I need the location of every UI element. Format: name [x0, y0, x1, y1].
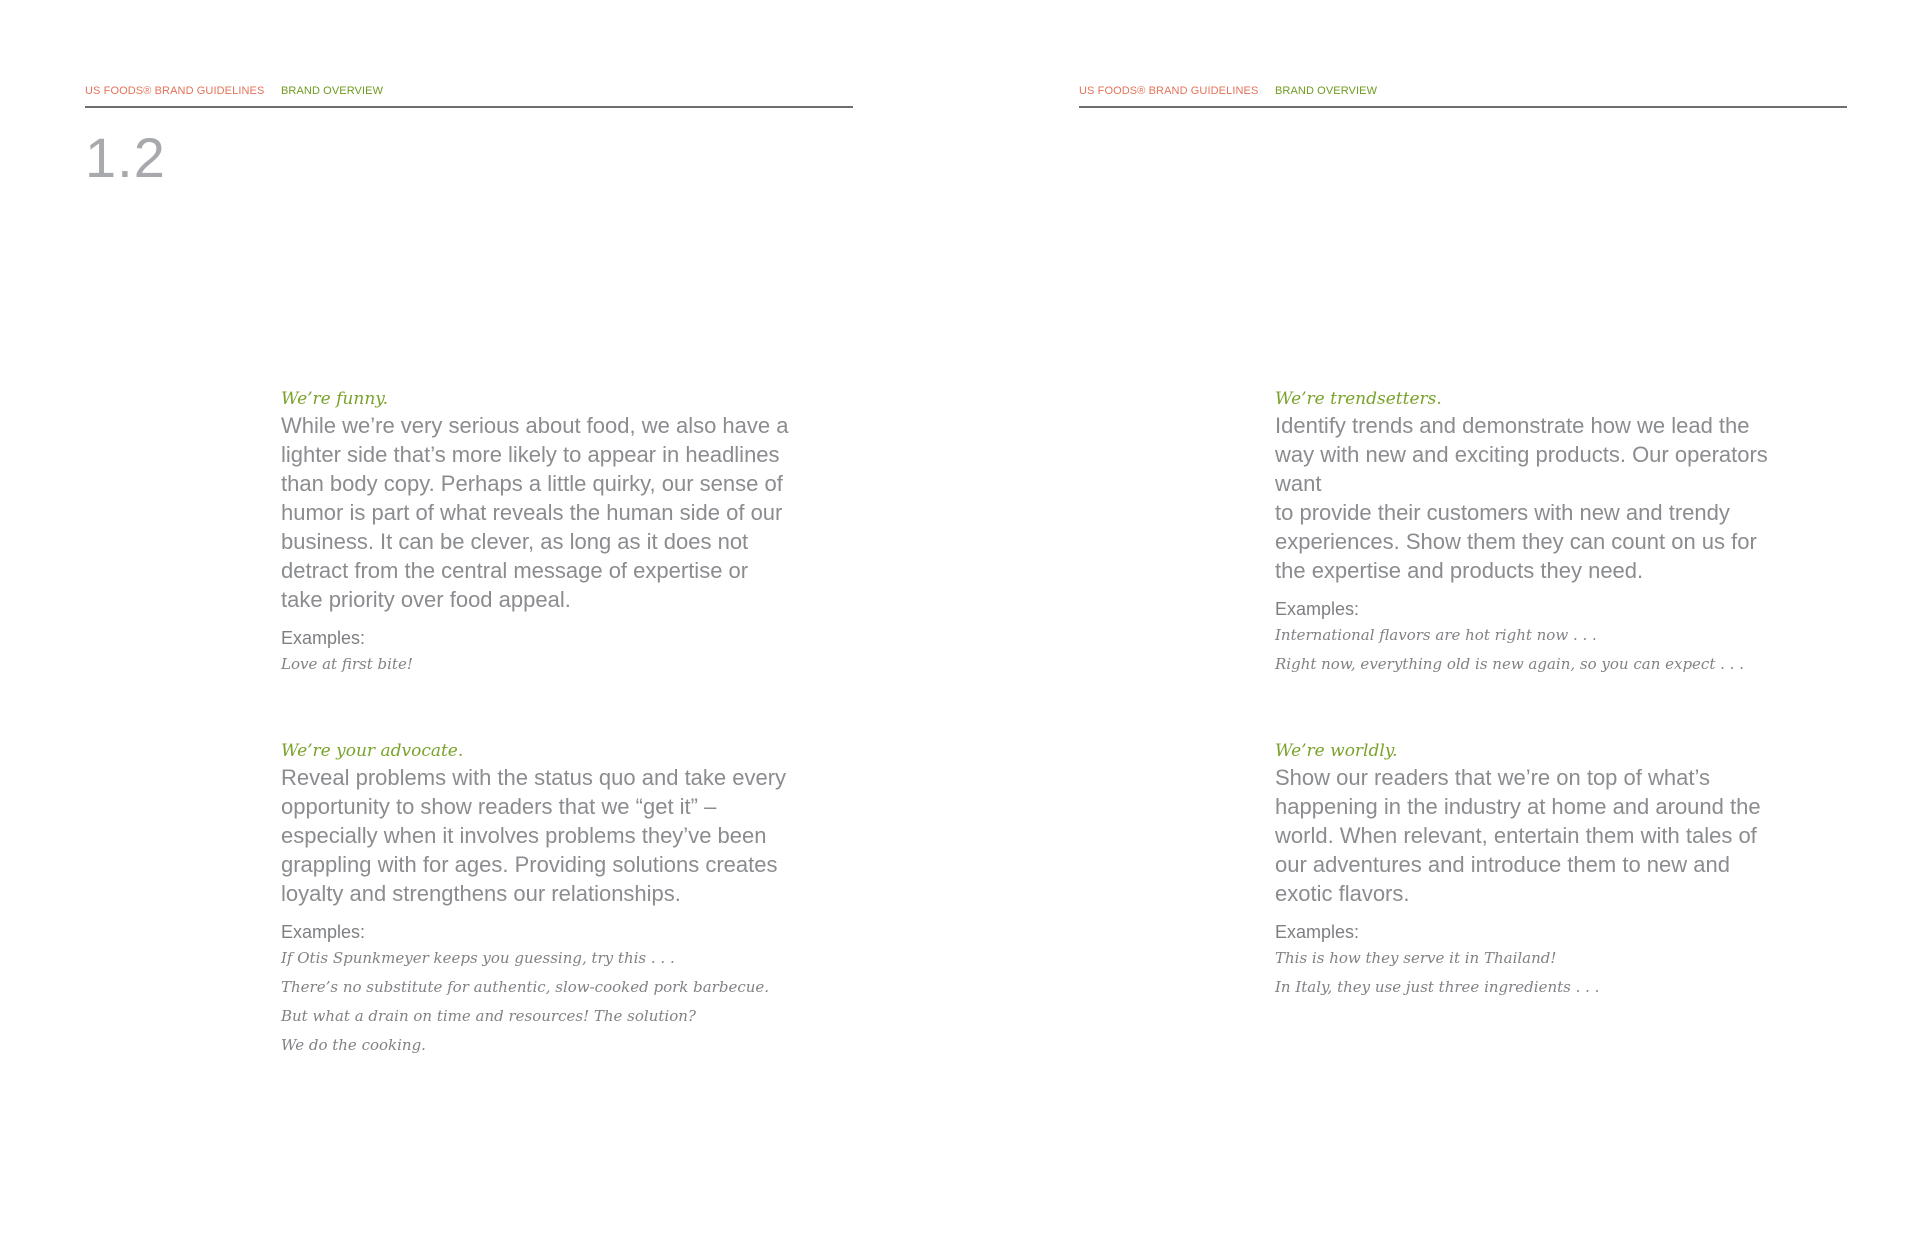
example-line: International flavors are hot right now . . . [1275, 626, 1597, 644]
page-header [1079, 84, 1847, 108]
block-body: While we’re very serious about food, we also have a lighter side that’s more likely to appear in headlines than body copy. Perhaps a little quirky, our sense of humor is part of what reveals the human side of our business. It can be clever, as long as it does not detract from the central message of expertise or take priority over food appeal. [281, 413, 789, 612]
block-body: Show our readers that we’re on top of what’s happening in the industry at home and around the world. When relevant, entertain them with tales of our adventures and introduce them to new and exotic flavors. [1275, 765, 1761, 906]
examples-label: Examples: [281, 922, 366, 942]
example-line: Right now, everything old is new again, so you can expect . . . [1275, 655, 1744, 673]
example-line: But what a drain on time and resources! The solution? [281, 1007, 696, 1025]
block-worldly [1275, 739, 1795, 1002]
example-line: If Otis Spunkmeyer keeps you guessing, try this . . . [281, 949, 675, 967]
examples-label: Examples: [281, 628, 366, 648]
page-header [85, 84, 853, 108]
header-section-label: BRAND OVERVIEW [1275, 85, 1378, 97]
right-page [960, 0, 1920, 1242]
block-funny [281, 387, 801, 679]
block-trendsetters [1275, 387, 1795, 679]
examples-label: Examples: [1275, 922, 1360, 942]
examples-label: Examples: [1275, 599, 1360, 619]
block-title: We’re worldly. [1275, 741, 1398, 761]
header-section-label: BRAND OVERVIEW [281, 85, 384, 97]
block-advocate [281, 739, 801, 1060]
block-body: Identify trends and demonstrate how we lead the way with new and exciting products. Our operators want to provide their customers with new and trendy experiences. Show them they can count on us for the expertise and products they need. [1275, 413, 1768, 583]
block-title: We’re trendsetters. [1275, 389, 1442, 409]
block-title: We’re funny. [281, 389, 389, 409]
block-body: Reveal problems with the status quo and take every opportunity to show readers that we “get it” – especially when it involves problems they’ve been grappling with for ages. Providing solutions creates loyalty and strengthens our relationships. [281, 765, 787, 906]
example-line: In Italy, they use just three ingredients . . . [1275, 978, 1600, 996]
example-line: This is how they serve it in Thailand! [1275, 949, 1557, 967]
example-line: We do the cooking. [281, 1036, 426, 1054]
example-line: There’s no substitute for authentic, slow-cooked pork barbecue. [281, 978, 770, 996]
header-brand-label: US FOODS® BRAND GUIDELINES [85, 85, 265, 97]
block-title: We’re your advocate. [281, 741, 464, 761]
example-line: Love at first bite! [281, 655, 413, 673]
section-number: 1.2 [85, 126, 166, 189]
header-brand-label: US FOODS® BRAND GUIDELINES [1079, 85, 1259, 97]
